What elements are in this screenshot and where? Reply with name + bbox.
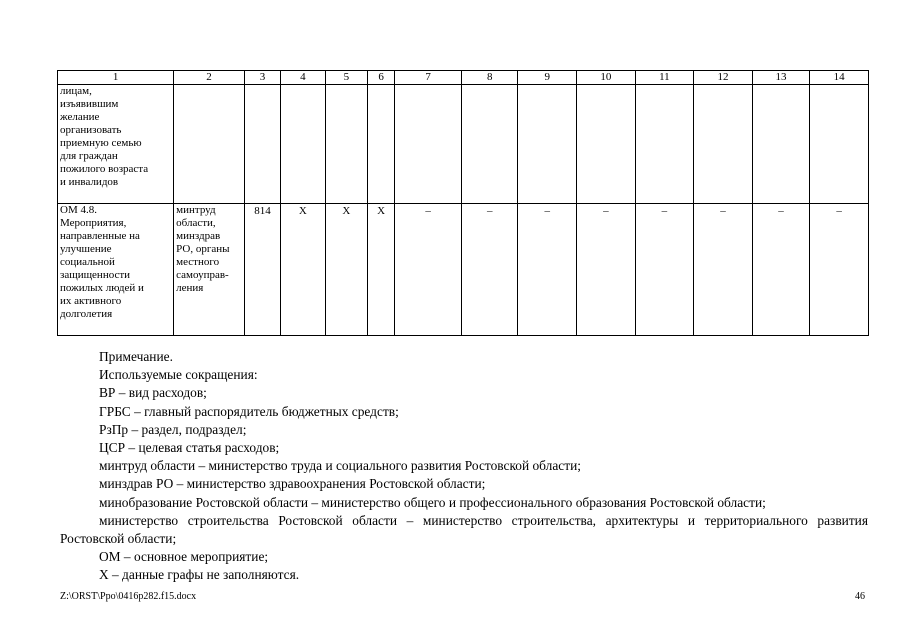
table-cell: –: [810, 204, 869, 336]
measure-name-cell: ОМ 4.8. Мероприятия, направленные на улучшение социальной защищенности пожилых людей и их активного долголетия: [58, 204, 174, 336]
notes-section: [60, 348, 868, 585]
column-number: 8: [461, 71, 518, 85]
table-cell: [174, 85, 245, 204]
table-cell: [395, 85, 462, 204]
table-header-row: [58, 71, 869, 85]
page-number: 46: [855, 591, 865, 602]
table-cell: [281, 85, 325, 204]
column-number: 5: [325, 71, 367, 85]
column-number: 13: [752, 71, 810, 85]
note-heading: Примечание.: [99, 349, 173, 364]
column-number: 3: [244, 71, 280, 85]
table-cell: –: [518, 204, 577, 336]
note-line: минтруд области – министерство труда и социального развития Ростовской области;: [99, 458, 581, 474]
note-line: X – данные графы не заполняются.: [99, 567, 300, 583]
grbs-cell: 814: [244, 204, 280, 336]
table-row: [58, 85, 869, 204]
table-cell: –: [577, 204, 636, 336]
column-number: 6: [368, 71, 395, 85]
table-cell: –: [694, 204, 753, 336]
note-line: минобразование Ростовской области – министерство общего и профессионального образования Ростовской области;: [99, 494, 766, 510]
table-cell: [461, 85, 518, 204]
measure-name-cell: лицам, изъявившим желание организовать приемную семью для граждан пожилого возраста и инвалидов: [58, 85, 174, 204]
column-number: 4: [281, 71, 325, 85]
file-path: Z:\ORST\Ppo\0416p282.f15.docx: [60, 591, 197, 602]
table-cell: [810, 85, 869, 204]
data-table: [57, 70, 869, 336]
column-number: 2: [174, 71, 245, 85]
table-cell: –: [395, 204, 462, 336]
column-number: 1: [58, 71, 174, 85]
table-cell: –: [752, 204, 810, 336]
table-cell: X: [368, 204, 395, 336]
table-cell: [368, 85, 395, 204]
table-cell: [325, 85, 367, 204]
note-line: ОМ – основное мероприятие;: [99, 549, 269, 565]
note-line: минздрав РО – министерство здравоохранения Ростовской области;: [99, 476, 486, 492]
column-number: 9: [518, 71, 577, 85]
executor-cell: минтруд области, минздрав РО, органы местного самоуправ- ления: [174, 204, 245, 336]
note-line: ГРБС – главный распорядитель бюджетных средств;: [99, 403, 399, 419]
table-cell: [244, 85, 280, 204]
table-cell: [635, 85, 694, 204]
table-row: [58, 204, 869, 336]
table-cell: [518, 85, 577, 204]
table-cell: X: [325, 204, 367, 336]
note-line: ЦСР – целевая статья расходов;: [99, 440, 280, 456]
note-line: РзПр – раздел, подраздел;: [99, 421, 247, 437]
column-number: 12: [694, 71, 753, 85]
note-line: ВР – вид расходов;: [99, 385, 207, 401]
table-cell: [752, 85, 810, 204]
column-number: 7: [395, 71, 462, 85]
note-line: министерство строительства Ростовской области – министерство строительства, архитектуры и территориального развития Ростовской области;: [60, 512, 868, 547]
table-cell: –: [635, 204, 694, 336]
note-line: Используемые сокращения:: [99, 367, 258, 383]
table-cell: [694, 85, 753, 204]
column-number: 10: [577, 71, 636, 85]
column-number: 14: [810, 71, 869, 85]
column-number: 11: [635, 71, 694, 85]
table-cell: [577, 85, 636, 204]
table-cell: X: [281, 204, 325, 336]
table-cell: –: [461, 204, 518, 336]
